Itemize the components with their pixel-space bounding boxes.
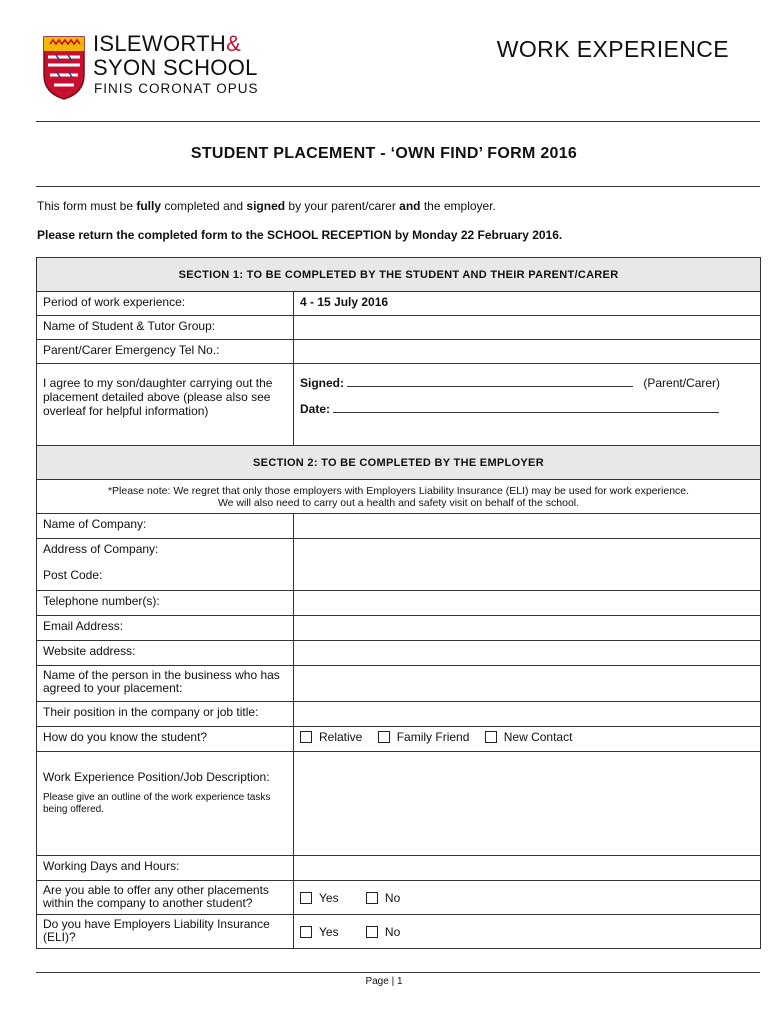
eli-note-line2: We will also need to carry out a health and safety visit on behalf of the school. [217,496,580,509]
footer-divider [36,972,760,973]
relationship-option-family-friend[interactable] [378,730,470,744]
placement-form [36,257,761,949]
option-label: Family Friend [396,730,470,744]
form-row [37,616,761,641]
relationship-option-relative[interactable] [300,730,362,744]
title-divider [36,186,760,187]
eli-yes[interactable] [300,925,339,939]
form-row [37,702,761,727]
student-name-field[interactable] [294,316,761,340]
eli-note-line1: *Please note: We regret that only those employers with Employers Liability Insurance (ELI) may be used for work experience. [107,484,690,497]
section1-header-row [37,258,761,292]
other-placements-yes[interactable] [300,891,339,905]
form-row [37,856,761,881]
signed-label: Signed: [300,376,344,390]
form-row [37,364,761,446]
form-row [37,514,761,539]
form-row [37,641,761,666]
form-row [37,727,761,752]
website-label: Website address: [37,641,294,666]
form-row [37,292,761,316]
intro-text: the employer. [420,199,496,213]
checkbox[interactable] [300,731,312,743]
eli-question-label: Do you have Employers Liability Insurance (ELI)? [37,915,294,949]
form-row [37,340,761,364]
option-label: Yes [319,890,339,905]
intro-instructions [37,199,496,213]
intro-emphasis-and: and [399,199,421,213]
section2-header-row [37,446,761,480]
other-placements-no[interactable] [366,891,400,905]
form-row [37,316,761,340]
document-title: WORK EXPERIENCE [496,36,729,62]
intro-emphasis-fully: fully [136,199,162,213]
relationship-label: How do you know the student? [37,727,294,752]
period-value: 4 - 15 July 2016 [294,292,761,316]
eli-note [37,480,761,514]
checkbox[interactable] [300,926,312,938]
signed-suffix: (Parent/Carer) [643,376,721,390]
checkbox[interactable] [485,731,497,743]
form-row [37,591,761,616]
intro-emphasis-signed: signed [246,199,286,213]
section2-heading: SECTION 2: TO BE COMPLETED BY THE EMPLOYER [37,446,761,480]
company-address-label [37,539,294,591]
eli-no[interactable] [366,925,400,939]
date-label: Date: [300,402,331,416]
school-name-line2: SYON SCHOOL [93,55,258,80]
emergency-tel-label: Parent/Carer Emergency Tel No.: [37,340,294,364]
contact-position-field[interactable] [294,702,761,727]
form-row [37,666,761,702]
email-label: Email Address: [37,616,294,641]
working-hours-label: Working Days and Hours: [37,856,294,881]
job-description-label: Work Experience Position/Job Description: [43,770,270,784]
signature-field[interactable] [347,377,633,387]
relationship-option-new-contact[interactable] [485,730,573,744]
return-instruction: Please return the completed form to the SCHOOL RECEPTION by Monday 22 February 2016. [37,228,563,242]
option-label: New Contact [503,730,573,744]
school-name-line1: ISLEWORTH [93,31,227,56]
contact-person-field[interactable] [294,666,761,702]
date-field[interactable] [333,403,719,413]
website-field[interactable] [294,641,761,666]
job-description-label-cell [37,752,294,856]
option-label: No [384,890,401,905]
school-name-ampersand: & [226,31,242,56]
page-number: Page | 1 [365,976,403,987]
form-row [37,881,761,915]
page-header [0,0,768,122]
emergency-tel-field[interactable] [294,340,761,364]
company-name-field[interactable] [294,514,761,539]
option-label: No [384,924,401,939]
working-hours-field[interactable] [294,856,761,881]
job-description-field[interactable] [294,752,761,856]
other-placements-label: Are you able to offer any other placements within the company to another student? [37,881,294,915]
signature-line [300,376,754,390]
company-address-field[interactable] [294,539,761,591]
consent-signature-cell [294,364,761,446]
student-name-label: Name of Student & Tutor Group: [37,316,294,340]
telephone-field[interactable] [294,591,761,616]
checkbox[interactable] [300,892,312,904]
header-divider [36,121,760,122]
intro-text: by your parent/carer [285,199,400,213]
school-name [93,32,258,80]
period-label: Period of work experience: [37,292,294,316]
intro-text: This form must be [37,199,137,213]
option-label: Yes [319,924,339,939]
form-row [37,752,761,856]
option-label: Relative [319,730,363,744]
eli-note-row [37,480,761,514]
date-line [300,402,754,416]
consent-label: I agree to my son/daughter carrying out the placement detailed above (please also see overleaf for helpful information) [37,364,294,446]
school-crest-icon [42,35,86,101]
contact-position-label: Their position in the company or job title: [37,702,294,727]
relationship-options [294,727,761,752]
contact-person-label: Name of the person in the business who has agreed to your placement: [37,666,294,702]
form-row [37,539,761,591]
checkbox[interactable] [366,892,378,904]
telephone-label: Telephone number(s): [37,591,294,616]
school-motto: FINIS CORONAT OPUS [94,81,259,96]
form-title: STUDENT PLACEMENT - ‘OWN FIND’ FORM 2016 [190,145,578,162]
other-placements-options [294,881,761,915]
address-label: Address of Company: [43,542,159,556]
email-field[interactable] [294,616,761,641]
checkbox[interactable] [366,926,378,938]
company-name-label: Name of Company: [37,514,294,539]
eli-options [294,915,761,949]
form-row [37,915,761,949]
intro-text: completed and [161,199,247,213]
job-description-hint: Please give an outline of the work experience tasks being offered. [43,792,271,815]
postcode-label: Post Code: [43,568,103,582]
section1-heading: SECTION 1: TO BE COMPLETED BY THE STUDENT AND THEIR PARENT/CARER [37,258,761,292]
checkbox[interactable] [378,731,390,743]
